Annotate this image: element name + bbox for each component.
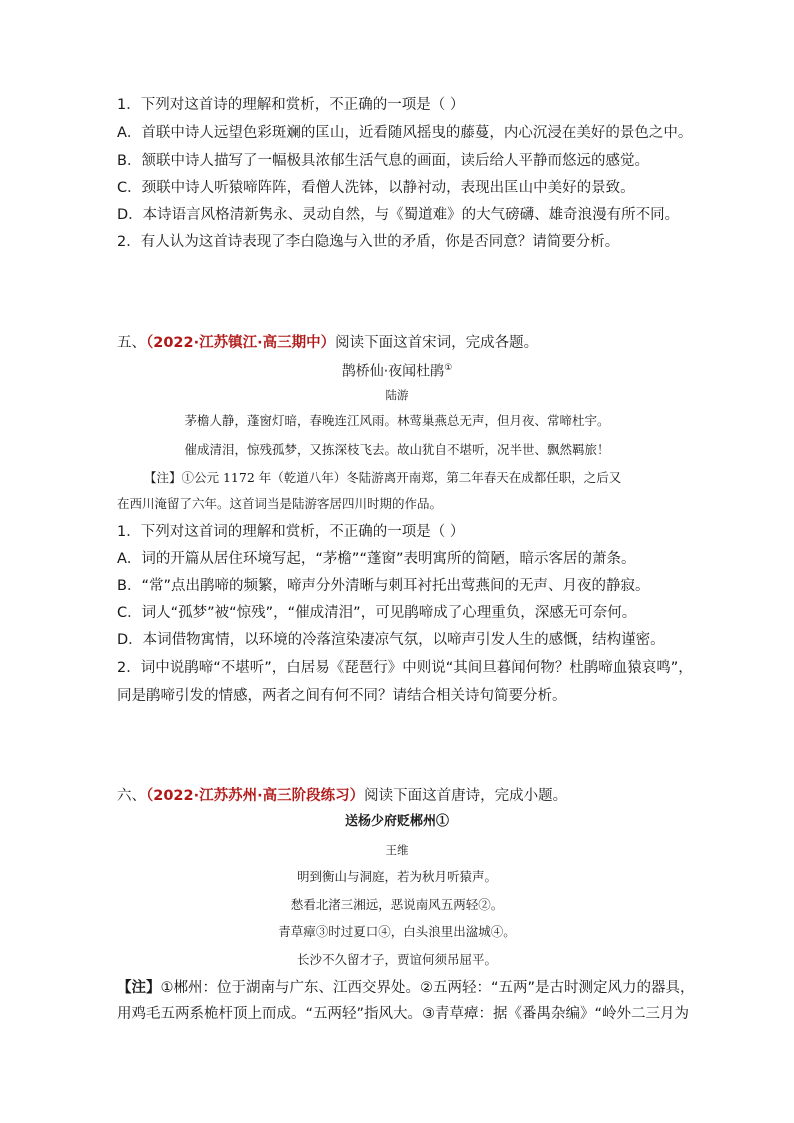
poem-title: 鹊桥仙·夜闻杜鹃① <box>341 363 453 380</box>
poem-line: 长沙不久留才子，贾谊何须吊屈平。 <box>296 952 497 967</box>
section-number: 六、 <box>117 788 146 804</box>
poet: 王维 <box>385 843 409 857</box>
question-1: 1．下列对这首诗的理解和赏析，不正确的一项是（ ） <box>117 97 465 113</box>
question-2-cont: 同是鹃啼引发的情感，两者之间有何不同？请结合相关诗句简要分析。 <box>117 688 567 704</box>
option-a: A．首联中诗人远望色彩斑斓的匡山，近看随风摇曳的藤蔓，内心沉浸在美好的景色之中。 <box>117 125 693 141</box>
note-line: 【注】①郴州：位于湖南与广东、江西交界处。②五两轻：“五两”是古时测定风力的器具， <box>117 980 695 996</box>
option-c: C．词人“孤梦”被“惊残”，“催成清泪”，可见鹃啼成了心理重负，深感无可奈何。 <box>117 605 637 621</box>
poem-line: 明到衡山与洞庭，若为秋月听猿声。 <box>296 869 497 884</box>
poem-line: 茅檐人静，蓬窗灯暗，春晚连江风雨。林莺巢燕总无声，但月夜、常啼杜宇。 <box>184 413 610 428</box>
option-d: D．本词借物寓情，以环境的冷落渲染凄凉气氛，以啼声引发人生的感慨，结构谨密。 <box>117 632 665 648</box>
poem-line: 催成清泪，惊残孤梦，又拣深枝飞去。故山犹自不堪听，况半世、飘然羁旅！ <box>184 442 610 457</box>
note-line: 【注】①公元 1172 年（乾道八年）冬陆游离开南郑，第二年春天在成都任职，之后又 <box>144 470 622 485</box>
note-line: 用鸡毛五两系桅杆顶上而成。“五两轻”指风大。③青草瘴：据《番禺杂编》“岭外二三月为 <box>117 1006 690 1022</box>
section-number: 五、 <box>117 335 146 351</box>
poem-line: 青草瘴③时过夏口④，白头浪里出湓城④。 <box>278 924 516 939</box>
source-tag: （2022·江苏镇江·高三期中） <box>146 335 336 351</box>
instruction: 阅读下面这首唐诗，完成小题。 <box>364 788 568 804</box>
note-line: 在西川淹留了六年。这首词当是陆游客居四川时期的作品。 <box>117 496 443 511</box>
instruction: 阅读下面这首宋词，完成各题。 <box>335 335 539 351</box>
option-b: B．“常”点出鹃啼的频繁，啼声分外清晰与刺耳衬托出莺燕间的无声、月夜的静寂。 <box>117 578 650 594</box>
poem-line: 愁看北渚三湘远，恶说南风五两轻②。 <box>290 897 504 912</box>
section-heading <box>117 333 538 353</box>
poem-title: 送杨少府贬郴州① <box>344 814 449 829</box>
option-a: A．词的开篇从居住环境写起，“茅檐”“蓬窗”表明寓所的简陋，暗示客居的萧条。 <box>117 551 636 567</box>
question-2: 2．有人认为这首诗表现了李白隐逸与入世的矛盾，你是否同意？请简要分析。 <box>117 234 620 250</box>
question-1: 1．下列对这首词的理解和赏析，不正确的一项是（ ） <box>117 524 465 540</box>
question-2: 2．词中说鹃啼“不堪听”，白居易《琵琶行》中则说“其间旦暮闻何物？杜鹃啼血猿哀鸣”， <box>117 660 693 676</box>
option-b: B．颔联中诗人描写了一幅极具浓郁生活气息的画面，读后给人平静而悠远的感觉。 <box>117 153 649 169</box>
option-d: D．本诗语言风格清新隽永、灵动自然，与《蜀道难》的大气磅礴、雄奇浪漫有所不同。 <box>117 207 680 223</box>
section-heading <box>117 786 567 806</box>
note-prefix: 【注】 <box>117 980 161 996</box>
poet: 陆游 <box>385 388 409 402</box>
source-tag: （2022·江苏苏州·高三阶段练习） <box>146 788 365 804</box>
option-c: C．颈联中诗人听猿啼阵阵，看僧人洗钵，以静衬动，表现出匡山中美好的景致。 <box>117 180 635 196</box>
poem-title-note: ① <box>444 363 453 373</box>
